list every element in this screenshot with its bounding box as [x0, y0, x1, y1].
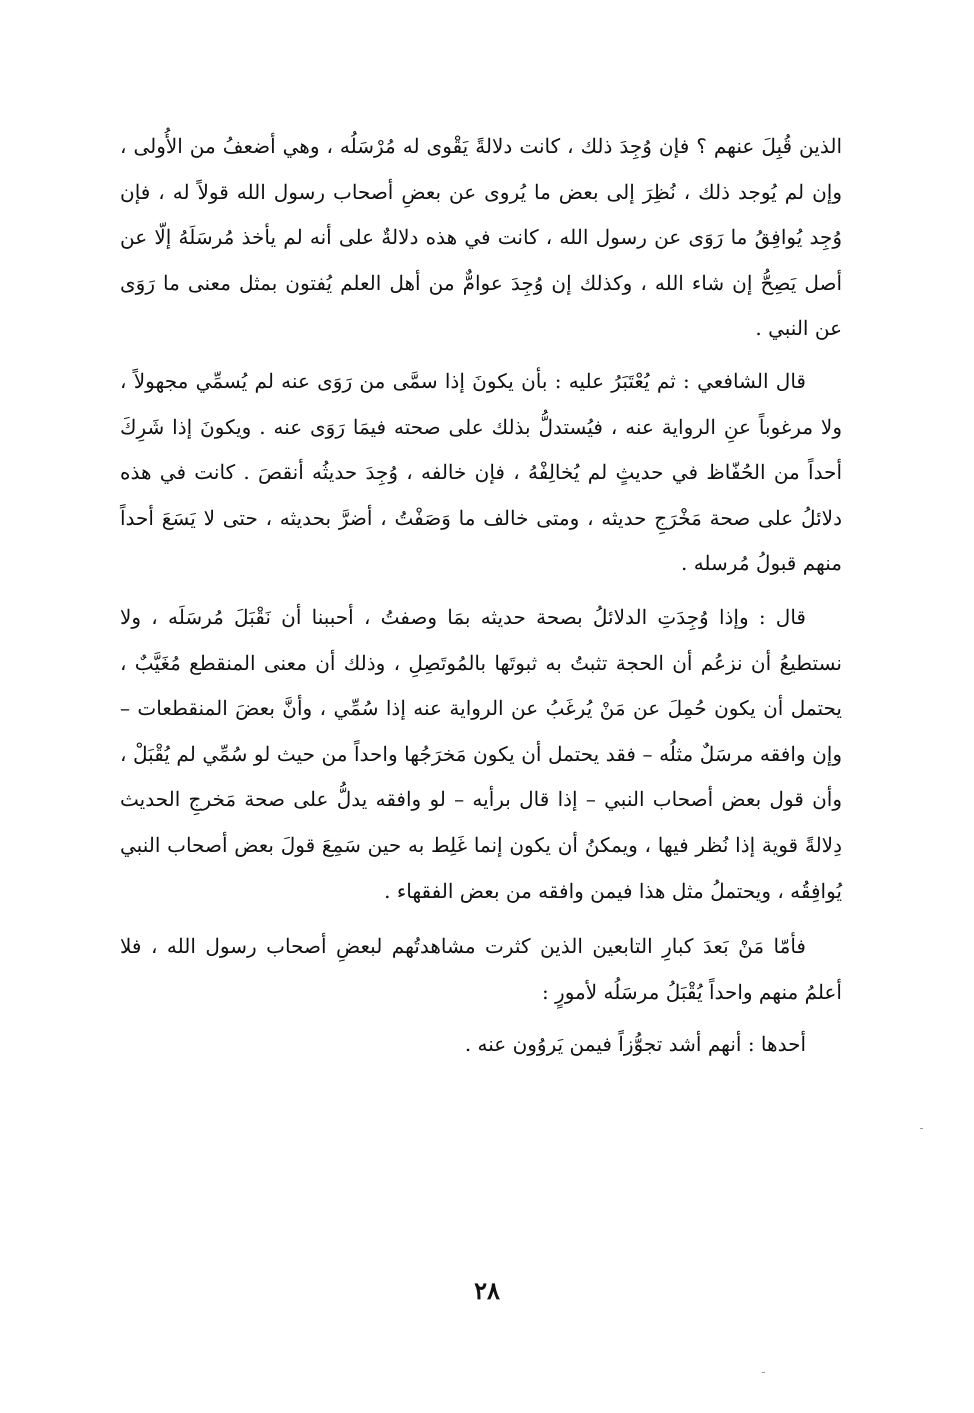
- paragraph-2: قال الشافعي : ثم يُعْتَبَرُ عليه : بأن يكونَ إذا سمَّى من رَوَى عنه لم يُسمِّي مجهولاً ، ولا مرغوباً عنِ الرواية عنه ، فيُستدلُّ بذلك على صحته فيمَا رَوَى عنه . ويكونَ إذا شَرِكَ أحداً من الحُفّاظ في حديثٍ لم يُخالِفْهُ ، فإن خالفه ، وُجِدَ حديثُه أنقصَ . كانت في هذه دلائلُ على صحة مَخْرَجِ حديثه ، ومتى خالف ما وَصَفْتُ ، أضرَّ بحديثه ، حتى لا يَسَعَ أحداً منهم قبولُ مُرسله .: [120, 368, 842, 576]
- page-body: [120, 124, 842, 1068]
- paragraph-4: فأمّا مَنْ بَعدَ كبارِ التابعين الذين كثرت مشاهدتُهم لبعضِ أصحاب رسول الله ، فلا أعلمُ منهم واحداً يُقْبَلُ مرسَلُه لأمورٍ :: [120, 934, 842, 1004]
- scan-speck: [762, 1372, 765, 1373]
- page-number: ٢٨: [474, 1276, 500, 1305]
- paragraph-5: أحدها : أنهم أشد تجوُّزاً فيمن يَروُون عنه .: [464, 1032, 806, 1057]
- paragraph-1: الذين قُبِلَ عنهم ؟ فإن وُجِدَ ذلك ، كانت دلالةً يَقْوى له مُرْسَلُه ، وهي أضعفُ من الأُولى ، وإن لم يُوجد ذلك ، نُظِرَ إلى بعض ما يُروى عن بعضِ أصحاب رسول الله قولاً له ، فإن وُجِد يُوافِقُ ما رَوَى عن رسول الله ، كانت في هذه دلالةٌ على أنه لم يأخذ مُرسَلَهُ إلّا عن أصل يَصِحُّ إن شاء الله ، وكذلك إن وُجِدَ عوامٌّ من أهل العلم يُفتون بمثل معنى ما رَوَى عن النبي .: [120, 134, 843, 341]
- paragraph-3: قال : وإذا وُجِدَتِ الدلائلُ بصحة حديثه بمَا وصفتُ ، أحببنا أن نَقْبَلَ مُرسَلَه ، ولا نستطيعُ أن نزعُم أن الحجة تثبتُ به ثبوتَها بالمُوتَصِلِ ، وذلك أن معنى المنقطع مُغَيَّبٌ ، يحتمل أن يكون حُمِلَ عن مَنْ يُرغَبُ عن الرواية عنه إذا سُمِّي ، وأنَّ بعضَ المنقطعات – وإن وافقه مرسَلٌ مثلُه – فقد يحتمل أن يكون مَخرَجُها واحداً من حيث لو سُمِّي لم يُقْبَلْ ، وأن قول بعض أصحاب النبي – إذا قال برأيه – لو وافقه يدلُّ على صحة مَخرجِ الحديث دِلالةً قوية إذا نُظر فيها ، ويمكنُ أن يكون إنما غَلِط به حين سَمِعَ قولَ بعض أصحاب النبي يُوافِقُه ، ويحتملُ مثل هذا فيمن وافقه من بعض الفقهاء .: [120, 604, 842, 903]
- scan-speck: [920, 1128, 923, 1129]
